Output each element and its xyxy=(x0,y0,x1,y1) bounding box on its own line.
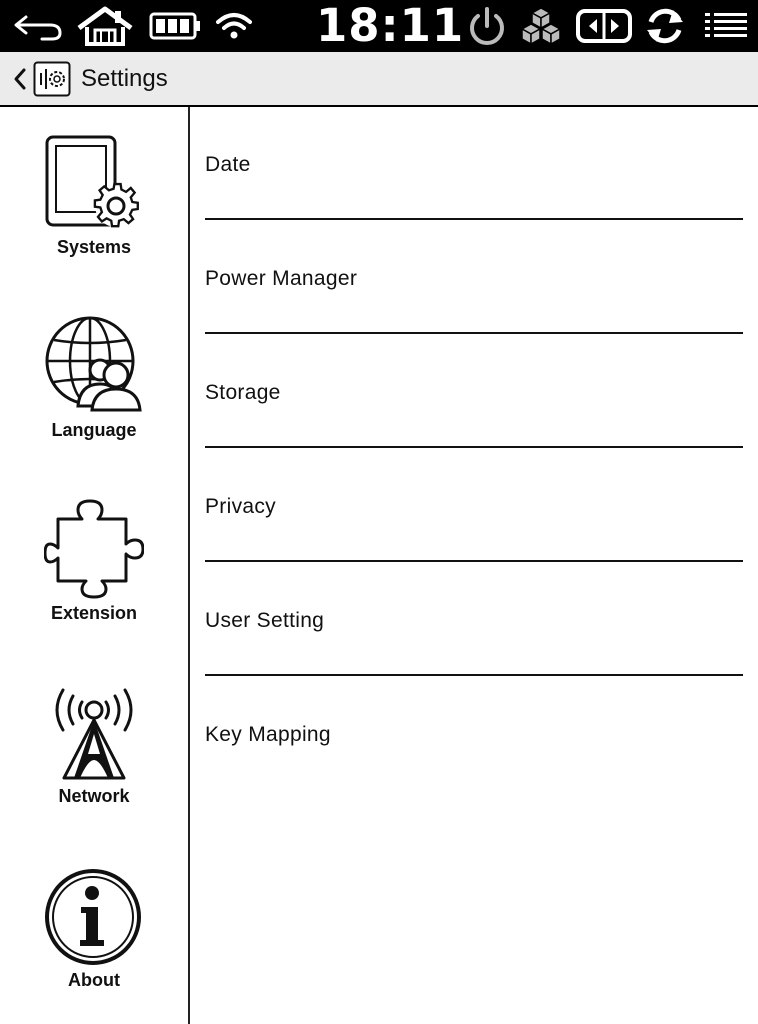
list-item-label: User Setting xyxy=(205,609,325,632)
sidebar-item-label: Extension xyxy=(50,603,138,623)
list-item-key-mapping[interactable] xyxy=(205,677,743,791)
title-bar xyxy=(0,52,758,107)
settings-list xyxy=(205,107,743,791)
status-bar xyxy=(0,0,758,52)
refresh-icon[interactable] xyxy=(642,6,688,46)
divider xyxy=(205,332,743,334)
sidebar-item-label: Network xyxy=(58,786,130,806)
device-gear-icon xyxy=(44,133,144,233)
divider xyxy=(205,560,743,562)
list-item-privacy[interactable] xyxy=(205,449,743,563)
sidebar-item-label: About xyxy=(68,970,120,990)
power-icon[interactable] xyxy=(464,6,510,46)
page-turn-icon[interactable] xyxy=(574,6,634,46)
menu-list-icon[interactable] xyxy=(702,6,752,46)
sidebar-item-extension[interactable] xyxy=(0,473,188,643)
list-item-label: Storage xyxy=(205,381,281,404)
divider xyxy=(205,446,743,448)
list-item-label: Power Manager xyxy=(205,267,358,290)
list-item-power-manager[interactable] xyxy=(205,221,743,335)
settings-gear-icon xyxy=(33,61,71,97)
list-item-label: Date xyxy=(205,153,251,176)
list-item-label: Privacy xyxy=(205,495,276,518)
list-item-storage[interactable] xyxy=(205,335,743,449)
sidebar-item-label: Systems xyxy=(56,237,132,257)
globe-people-icon xyxy=(44,316,144,416)
sidebar-item-about[interactable] xyxy=(0,840,188,1010)
list-item-label: Key Mapping xyxy=(205,723,331,746)
battery-icon xyxy=(148,6,204,46)
divider xyxy=(205,674,743,676)
sidebar-item-language[interactable] xyxy=(0,290,188,460)
list-item-date[interactable] xyxy=(205,107,743,221)
info-icon xyxy=(44,868,144,968)
puzzle-icon xyxy=(44,499,144,599)
apps-icon[interactable] xyxy=(516,6,566,46)
antenna-icon xyxy=(44,682,144,782)
home-icon[interactable] xyxy=(74,6,136,46)
back-arrow-icon[interactable] xyxy=(10,6,66,46)
sidebar xyxy=(0,107,190,1024)
back-button[interactable] xyxy=(12,61,76,97)
list-item-user-setting[interactable] xyxy=(205,563,743,677)
sidebar-item-network[interactable] xyxy=(0,656,188,826)
sidebar-item-systems[interactable] xyxy=(0,107,188,277)
divider xyxy=(205,218,743,220)
page-title: Settings xyxy=(81,65,168,92)
wifi-icon xyxy=(214,6,254,46)
chevron-left-icon xyxy=(12,67,28,91)
sidebar-item-label: Language xyxy=(51,420,137,440)
clock: 18:11 xyxy=(316,0,465,52)
